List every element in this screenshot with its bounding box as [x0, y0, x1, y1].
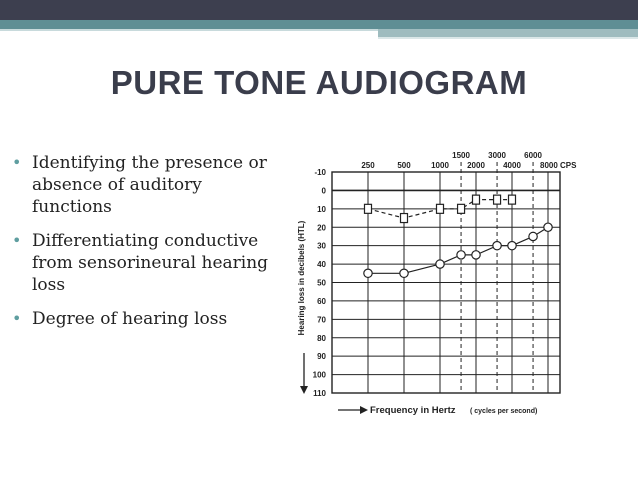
x-tick-label: 4000 [503, 161, 521, 170]
circle-marker [400, 269, 408, 277]
square-marker [494, 195, 501, 204]
y-tick-label: 100 [312, 370, 326, 380]
audiogram-ticks [313, 151, 577, 398]
bullet-dot-icon: • [12, 231, 22, 250]
header-band-teal [0, 20, 638, 29]
bullet-text: Degree of hearing loss [32, 309, 228, 329]
header-band [0, 0, 638, 34]
bullet-dot-icon: • [12, 309, 22, 328]
circle-marker [508, 241, 516, 249]
header-band-dark [0, 0, 638, 20]
bullet-item [10, 152, 275, 218]
y-tick-label: 30 [317, 241, 326, 251]
bullet-dot-icon: • [12, 153, 22, 172]
y-axis-arrowhead-icon [300, 386, 308, 394]
bullet-list [10, 152, 275, 342]
y-tick-label: 80 [317, 333, 326, 343]
bullet-item [10, 308, 275, 330]
x-axis-label: Frequency in Hertz [370, 405, 456, 416]
circle-marker [544, 223, 552, 231]
y-tick-label: 70 [317, 315, 326, 325]
y-tick-label: 20 [317, 223, 326, 233]
bullet-text: Identifying the presence or absence of auditory functions [32, 153, 267, 217]
x-axis-label-note: ( cycles per second) [470, 408, 538, 415]
circle-marker [364, 269, 372, 277]
bullet-text: Differentiating conductive from sensorineural hearing loss [32, 231, 269, 295]
x-tick-label: 2000 [467, 161, 485, 170]
square-marker [458, 204, 465, 213]
circle-marker [472, 251, 480, 259]
x-tick-label: 500 [397, 161, 411, 170]
series-line-solid [368, 227, 548, 273]
x-tick-label: 1000 [431, 161, 449, 170]
square-marker [509, 195, 516, 204]
x-tick-label-upper: 3000 [488, 151, 506, 160]
header-band-line-lower [378, 37, 638, 39]
circle-marker [493, 241, 501, 249]
x-tick-label: 8000 CPS [540, 161, 577, 170]
square-marker [401, 214, 408, 223]
circle-marker [457, 251, 465, 259]
x-tick-label-upper: 1500 [452, 151, 470, 160]
y-tick-label: 60 [317, 296, 326, 306]
x-axis-arrowhead-icon [360, 406, 368, 414]
y-tick-label: 10 [317, 204, 326, 214]
x-tick-label-upper: 6000 [524, 151, 542, 160]
slide-title: PURE TONE AUDIOGRAM [110, 64, 528, 101]
y-tick-label: 110 [313, 389, 326, 398]
square-marker [473, 195, 480, 204]
y-axis-label: Hearing loss in decibels (HTL) [297, 220, 306, 336]
y-tick-label: -10 [314, 168, 326, 177]
y-tick-label: 40 [317, 260, 326, 270]
x-tick-label: 250 [361, 161, 375, 170]
header-band-line [0, 29, 378, 31]
audiogram-series [364, 195, 552, 277]
bullet-item [10, 230, 275, 296]
y-tick-label: 0 [321, 186, 326, 196]
circle-marker [436, 260, 444, 268]
circle-marker [529, 232, 537, 240]
square-marker [365, 204, 372, 213]
square-marker [437, 204, 444, 213]
y-tick-label: 90 [317, 352, 326, 362]
header-band-light [378, 29, 638, 37]
audiogram-chart [290, 148, 590, 418]
y-tick-label: 50 [317, 278, 326, 288]
